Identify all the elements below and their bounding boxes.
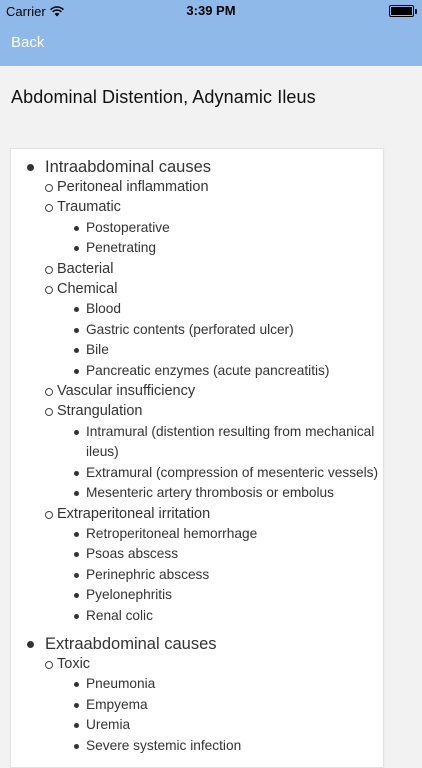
cause-subitem [57, 736, 383, 756]
cause-subitem-label: Pancreatic enzymes (acute pancreatitis) [86, 362, 330, 378]
cause-subitem-label: Perinephric abscess [86, 566, 210, 582]
page-title: Abdominal Distention, Adynamic Ileus [11, 87, 316, 107]
cause-subitem-label: Uremia [86, 717, 131, 733]
cause-subitem [57, 695, 383, 715]
cause-item [45, 654, 383, 756]
cause-subitem [57, 544, 383, 564]
cause-subitem [57, 715, 383, 735]
cause-item-label: Peritoneal inflammation [57, 179, 209, 195]
cause-item-label: Extraperitoneal irritation [57, 505, 211, 522]
causes-card [10, 148, 384, 768]
causes-list [11, 149, 383, 756]
cause-item-label: Strangulation [57, 403, 143, 420]
back-button[interactable]: Back [11, 34, 45, 51]
cause-subitem [57, 340, 383, 360]
cause-subitem-label: Blood [86, 301, 122, 317]
cause-group [11, 626, 383, 756]
cause-subitem-label: Penetrating [86, 240, 157, 256]
cause-subitem-label: Pyelonephritis [86, 587, 172, 603]
cause-subitem [57, 674, 383, 694]
cause-subitem [57, 299, 383, 319]
status-time: 3:39 PM [186, 3, 236, 18]
cause-subitem-label: Gastric contents (perforated ulcer) [86, 321, 294, 337]
navigation-bar [0, 22, 422, 66]
cause-group [11, 149, 383, 626]
cause-subitem [57, 606, 383, 626]
cause-subitem-label: Retroperitoneal hemorrhage [86, 525, 258, 541]
cause-item-label: Toxic [57, 655, 91, 672]
cause-subitem-label: Empyema [86, 696, 148, 712]
cause-subitem [57, 524, 383, 544]
cause-item [45, 381, 383, 401]
cause-subitem-label: Pneumonia [86, 676, 156, 692]
page-header [0, 66, 422, 128]
cause-subitem [57, 483, 383, 503]
cause-subitem [57, 422, 383, 463]
cause-item-label: Chemical [57, 281, 118, 298]
cause-subitem-label: Postoperative [86, 219, 170, 235]
cause-item-label: Traumatic [57, 199, 121, 216]
cause-item [45, 279, 383, 381]
cause-subitem [57, 320, 383, 340]
cause-subitem-label: Extramural (compression of mesenteric vessels) [86, 464, 379, 480]
cause-subitem [57, 565, 383, 585]
cause-subitem-label: Severe systemic infection [86, 737, 242, 753]
cause-subitem [57, 238, 383, 258]
carrier-label: Carrier [6, 4, 46, 19]
cause-item [45, 259, 383, 279]
cause-group-label: Intraabdominal causes [45, 158, 212, 176]
status-bar [0, 0, 422, 22]
cause-subitem-label: Renal colic [86, 607, 153, 623]
cause-item [45, 177, 383, 197]
cause-subitem-label: Bile [86, 342, 109, 358]
cause-item [45, 401, 383, 503]
cause-item-label: Vascular insufficiency [57, 383, 196, 400]
cause-subitem [57, 218, 383, 238]
cause-subitem-label: Psoas abscess [86, 546, 179, 562]
cause-item [45, 504, 383, 626]
cause-subitem-label: Intramural (distention resulting from mechanical ileus) [86, 423, 375, 460]
cause-item-label: Bacterial [57, 260, 114, 277]
cause-subitem-label: Mesenteric artery thrombosis or embolus [86, 485, 334, 501]
cause-subitem [57, 585, 383, 605]
cause-group-label: Extraabdominal causes [45, 634, 217, 653]
cause-item [45, 197, 383, 258]
battery-icon [389, 5, 414, 17]
cause-subitem [57, 463, 383, 483]
cause-subitem [57, 361, 383, 381]
